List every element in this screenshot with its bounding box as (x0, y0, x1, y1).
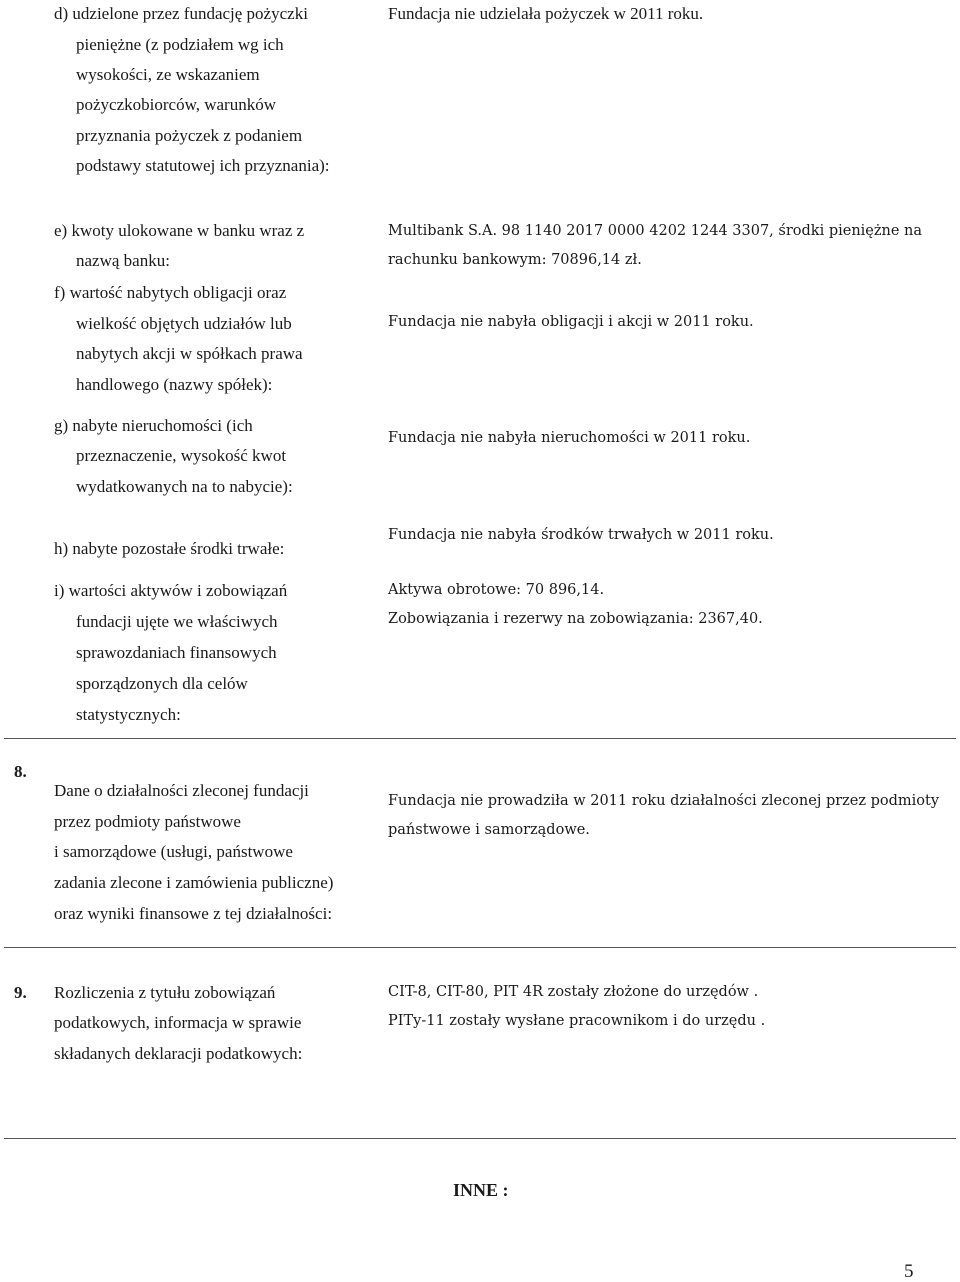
section-9-value-line-2: PITy-11 zostały wysłane pracownikom i do urzędu . (388, 1013, 766, 1029)
section-f-label-line-4: handlowego (nazwy spółek): (76, 375, 273, 394)
section-i-label-line-4: sporządzonych dla celów (76, 674, 248, 693)
section-d-label-line-3: wysokości, ze wskazaniem (76, 65, 260, 84)
section-g-value-line-1: Fundacja nie nabyła nieruchomości w 2011 roku. (388, 430, 751, 446)
section-d-label-line-5: przyznania pożyczek z podaniem (76, 126, 303, 145)
section-h-value-line-1: Fundacja nie nabyła środków trwałych w 2011 roku. (388, 527, 774, 543)
section-divider (4, 1138, 956, 1139)
section-g-label-line-1: g) nabyte nieruchomości (ich (54, 416, 253, 435)
inne-heading: INNE : (453, 1180, 509, 1200)
section-9-label-line-2: podatkowych, informacja w sprawie (54, 1013, 302, 1032)
section-8-value-line-1: Fundacja nie prowadziła w 2011 roku działalności zleconej przez podmioty (388, 793, 940, 809)
section-divider (4, 947, 956, 948)
section-8-label-line-1: Dane o działalności zleconej fundacji (54, 781, 309, 800)
section-d-value-line-1: Fundacja nie udzielała pożyczek w 2011 roku. (388, 4, 704, 23)
section-9-number: 9. (14, 983, 27, 1002)
section-8-value-line-2: państwowe i samorządowe. (388, 822, 590, 838)
section-e-value-line-1: Multibank S.A. 98 1140 2017 0000 4202 1244 3307, środki pieniężne na (388, 223, 923, 239)
section-i-label-line-2: fundacji ujęte we właściwych (76, 612, 278, 631)
section-d-label-line-6: podstawy statutowej ich przyznania): (76, 156, 330, 175)
section-g-label-line-2: przeznaczenie, wysokość kwot (76, 446, 287, 465)
section-f-label-line-3: nabytych akcji w spółkach prawa (76, 344, 303, 363)
section-e-value-line-2: rachunku bankowym: 70896,14 zł. (388, 252, 642, 268)
section-8-label-line-3: i samorządowe (usługi, państwowe (54, 842, 293, 861)
section-i-label-line-3: sprawozdaniach finansowych (76, 643, 277, 662)
section-9-value-line-1: CIT-8, CIT-80, PIT 4R zostały złożone do urzędów . (388, 984, 759, 1000)
page-number: 5 (904, 1261, 914, 1282)
section-e-label-line-2: nazwą banku: (76, 251, 170, 270)
section-f-label-line-2: wielkość objętych udziałów lub (76, 314, 292, 333)
section-9-label-line-3: składanych deklaracji podatkowych: (54, 1044, 303, 1063)
section-9-label-line-1: Rozliczenia z tytułu zobowiązań (54, 983, 276, 1002)
section-i-label-line-1: i) wartości aktywów i zobowiązań (54, 581, 288, 600)
section-g-label-line-3: wydatkowanych na to nabycie): (76, 477, 293, 496)
section-8-label-line-2: przez podmioty państwowe (54, 812, 241, 831)
section-h-label-line-1: h) nabyte pozostałe środki trwałe: (54, 539, 285, 558)
section-i-value-line-2: Zobowiązania i rezerwy na zobowiązania: 2367,40. (388, 611, 763, 627)
section-8-label-line-4: zadania zlecone i zamówienia publiczne) (54, 873, 334, 892)
section-d-label-line-4: pożyczkobiorców, warunków (76, 95, 276, 114)
section-i-value-line-1: Aktywa obrotowe: 70 896,14. (388, 582, 605, 598)
section-8-label-line-5: oraz wyniki finansowe z tej działalności: (54, 904, 333, 923)
section-d-label-line-2: pieniężne (z podziałem wg ich (76, 35, 284, 54)
section-i-label-line-5: statystycznych: (76, 705, 181, 724)
section-e-label-line-1: e) kwoty ulokowane w banku wraz z (54, 221, 305, 240)
section-d-label-line-1: d) udzielone przez fundację pożyczki (54, 4, 308, 23)
section-f-label-line-1: f) wartość nabytych obligacji oraz (54, 283, 287, 302)
section-f-value-line-1: Fundacja nie nabyła obligacji i akcji w 2011 roku. (388, 314, 754, 330)
section-divider (4, 738, 956, 739)
section-8-number: 8. (14, 762, 27, 781)
